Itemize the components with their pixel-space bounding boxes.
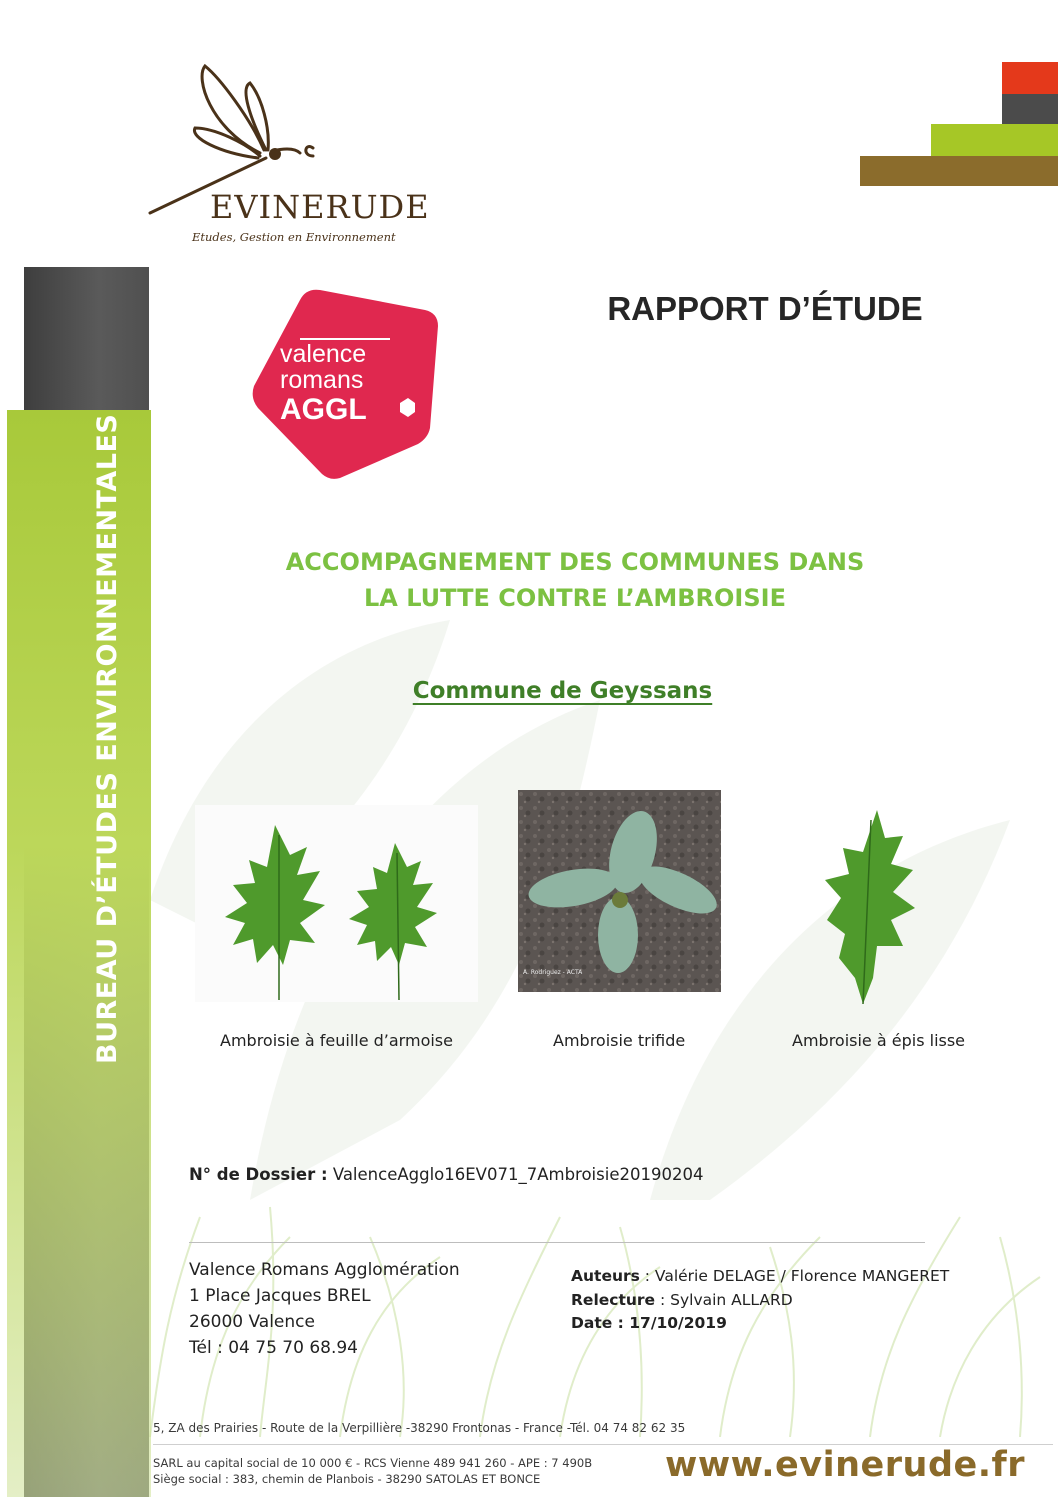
evinerude-logo: [140, 58, 460, 248]
valence-romans-agglo-logo: [250, 288, 440, 480]
agglo-text-valence: valence: [280, 340, 367, 368]
main-title-line2: LA LUTTE CONTRE L’AMBROISIE: [364, 584, 786, 612]
dossier-value: ValenceAgglo16EV071_7Ambroisie20190204: [332, 1165, 704, 1184]
evinerude-wordmark: EVINERUDE: [210, 188, 430, 226]
sidebar-green-bar: [7, 410, 151, 1497]
color-block-lime: [931, 124, 1058, 156]
ambrosia-smooth-image: [815, 808, 920, 1008]
caption-mugwort: Ambroisie à feuille d’armoise: [220, 1031, 453, 1050]
report-title: RAPPORT D’ÉTUDE: [607, 290, 923, 327]
report-metadata: [571, 1265, 949, 1336]
footer-legal-line: SARL au capital social de 10 000 € - RCS Vienne 489 941 260 - APE : 7 490B: [153, 1456, 593, 1470]
authors-line: [571, 1265, 949, 1289]
authors-value: : Valérie DELAGE / Florence MANGERET: [639, 1267, 950, 1285]
agglo-text-agglo: AGGL: [280, 393, 367, 426]
review-line: [571, 1289, 949, 1313]
footer-address: 5, ZA des Prairies - Route de la Verpillière -38290 Frontonas - France -Tél. 04 74 82 62 35: [153, 1421, 686, 1435]
review-value: : Sylvain ALLARD: [655, 1290, 793, 1309]
review-label: Relecture: [571, 1290, 656, 1309]
date-label: Date :: [571, 1314, 630, 1332]
leaf-icon: [815, 808, 920, 1008]
main-title-line1: ACCOMPAGNEMENT DES COMMUNES DANS: [285, 548, 865, 576]
color-block-brown: [860, 156, 1058, 186]
color-block-gray: [1002, 94, 1058, 124]
ambrosia-trifid-photo: [518, 790, 721, 992]
vertical-banner-text: BUREAU D’ÉTUDES ENVIRONNEMENTALES: [92, 413, 123, 1064]
footer-legal-line: Siège social : 383, chemin de Planbois - 38290 SATOLAS ET BONCE: [153, 1472, 541, 1486]
address-line: Tél : 04 75 70 68.94: [189, 1338, 358, 1358]
ambrosia-mugwort-image: [195, 805, 478, 1002]
website-link[interactable]: www.evinerude.fr: [665, 1445, 1026, 1485]
seedling-photo-icon: [518, 790, 721, 992]
color-block-red: [1002, 62, 1058, 94]
leaf-pair-icon: [195, 805, 478, 1002]
footer-legal: [153, 1455, 592, 1487]
date-value: 17/10/2019: [629, 1314, 727, 1332]
photo-credit: A. Rodriguez - ACTA: [523, 969, 583, 976]
caption-smooth: Ambroisie à épis lisse: [792, 1031, 966, 1050]
caption-trifid: Ambroisie trifide: [553, 1031, 686, 1050]
address-line: 1 Place Jacques BREL: [189, 1286, 371, 1306]
divider: [189, 1242, 925, 1243]
date-line: [571, 1312, 949, 1336]
dossier-line: [189, 1165, 703, 1184]
dossier-label: N° de Dossier :: [189, 1165, 328, 1184]
authors-label: Auteurs: [571, 1267, 640, 1285]
agglo-text-romans: romans: [280, 366, 364, 394]
client-address: [189, 1257, 460, 1361]
main-title: [200, 544, 950, 616]
evinerude-tagline: Etudes, Gestion en Environnement: [192, 230, 396, 244]
commune-heading: Commune de Geyssans: [412, 678, 713, 704]
address-line: 26000 Valence: [189, 1312, 315, 1332]
address-line: Valence Romans Agglomération: [189, 1260, 460, 1280]
